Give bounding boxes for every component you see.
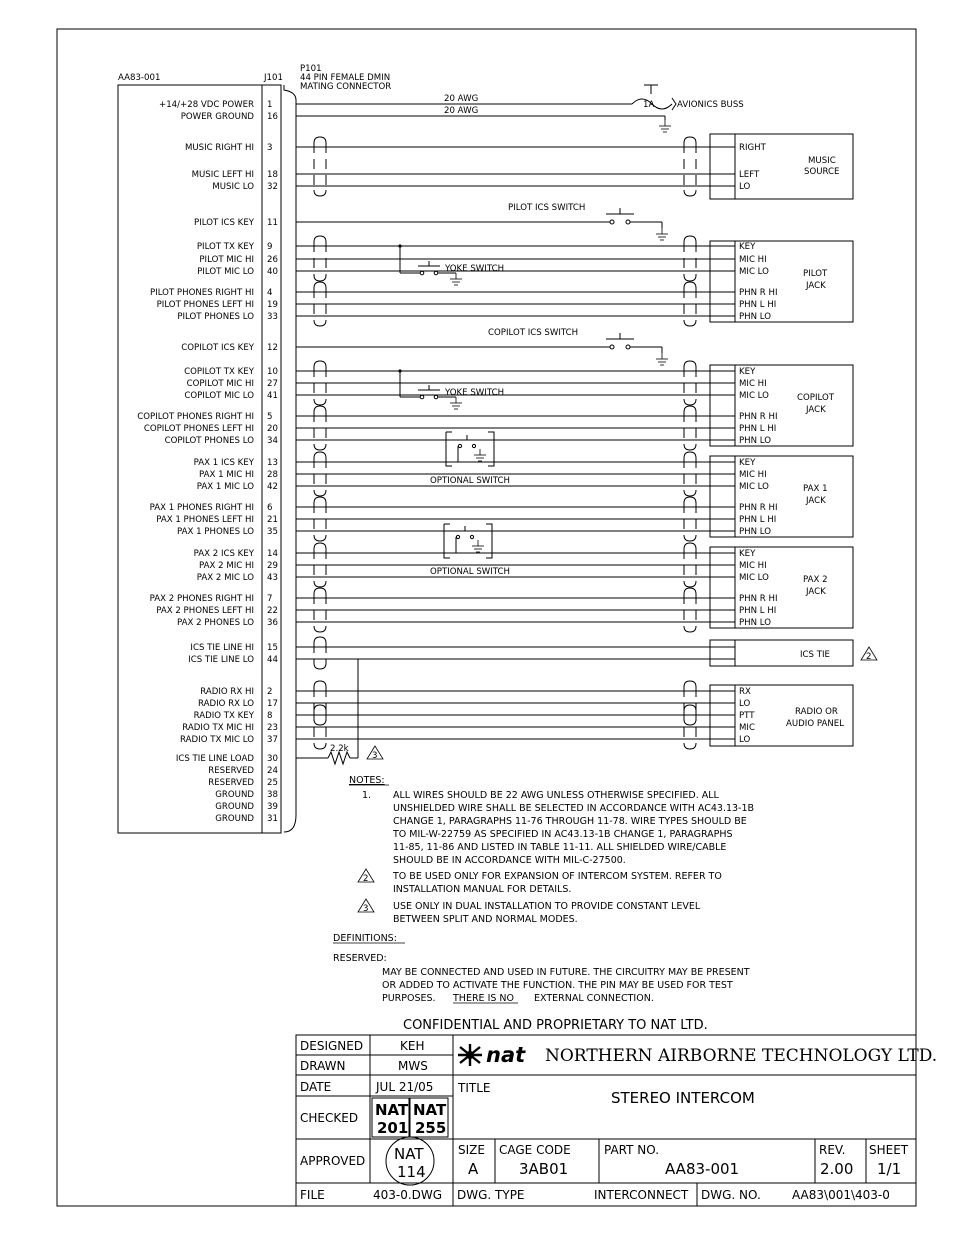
pin-rows (137, 100, 278, 824)
svg-text:PILOT ICS SWITCH: PILOT ICS SWITCH (508, 203, 586, 213)
avionics-fuse (444, 85, 744, 132)
pin-label: PAX 1 PHONES RIGHT HI (149, 503, 254, 513)
pin-label: PILOT TX KEY (196, 242, 254, 252)
pin-number: 32 (267, 182, 278, 192)
svg-text:MAY BE CONNECTED AND USED IN F: MAY BE CONNECTED AND USED IN FUTURE. THE CIRCUITRY MAY BE PRESENT (382, 967, 750, 978)
pin-label: ICS TIE LINE HI (190, 643, 254, 653)
svg-text:DATE: DATE (300, 1080, 332, 1094)
pin-number: 30 (267, 754, 278, 764)
svg-text:255: 255 (415, 1119, 447, 1137)
pin-number: 41 (267, 391, 278, 401)
svg-text:OPTIONAL SWITCH: OPTIONAL SWITCH (430, 567, 511, 577)
pin-number: 6 (267, 503, 273, 513)
svg-text:DRAWN: DRAWN (300, 1059, 346, 1073)
svg-text:PHN LO: PHN LO (739, 618, 772, 628)
pin-label: MUSIC RIGHT HI (184, 143, 254, 153)
svg-text:PART NO.: PART NO. (604, 1143, 660, 1157)
svg-text:KEY: KEY (739, 367, 756, 377)
svg-text:MIC LO: MIC LO (739, 391, 769, 401)
pin-label: GROUND (215, 790, 254, 800)
pin-number: 7 (267, 594, 273, 604)
svg-text:APPROVED: APPROVED (300, 1154, 366, 1168)
pin-number: 28 (267, 470, 278, 480)
svg-text:INTERCONNECT: INTERCONNECT (594, 1188, 689, 1202)
pin-label: PAX 2 PHONES RIGHT HI (149, 594, 254, 604)
company-name: NORTHERN AIRBORNE TECHNOLOGY LTD. (545, 1046, 938, 1066)
pin-number: 38 (267, 790, 278, 800)
svg-text:KEY: KEY (739, 549, 756, 559)
svg-text:PHN LO: PHN LO (739, 436, 772, 446)
svg-text:USE ONLY IN DUAL INSTALLATION: USE ONLY IN DUAL INSTALLATION TO PROVIDE CONSTANT LEVEL (393, 901, 701, 912)
svg-text:CAGE CODE: CAGE CODE (499, 1143, 571, 1157)
pin-label: PAX 1 PHONES LO (176, 527, 254, 537)
shield-oval (314, 637, 326, 669)
svg-text:PHN L HI: PHN L HI (739, 515, 777, 525)
svg-text:20 AWG: 20 AWG (444, 94, 479, 104)
pin-number: 35 (267, 527, 278, 537)
svg-text:A: A (468, 1160, 479, 1178)
shield-groups (314, 236, 696, 749)
svg-text:RESERVED:: RESERVED: (333, 953, 387, 964)
svg-text:2.00: 2.00 (820, 1160, 854, 1178)
pin-label: GROUND (215, 802, 254, 812)
svg-text:RIGHT: RIGHT (739, 143, 766, 153)
title-block (296, 1035, 937, 1206)
svg-text:PHN LO: PHN LO (739, 527, 772, 537)
svg-text:RADIO OR: RADIO OR (795, 707, 838, 717)
svg-text:SHEET: SHEET (869, 1143, 909, 1157)
pin-label: COPILOT ICS KEY (181, 343, 254, 353)
svg-text:PHN L HI: PHN L HI (739, 606, 777, 616)
svg-text:JACK: JACK (806, 587, 826, 597)
pin-number: 14 (267, 549, 278, 559)
svg-text:KEY: KEY (739, 458, 756, 468)
svg-text:CHECKED: CHECKED (300, 1111, 359, 1125)
svg-text:3: 3 (372, 751, 378, 761)
pilot-yoke-switch (398, 244, 504, 285)
pin-label: PAX 1 PHONES LEFT HI (156, 515, 254, 525)
pin-number: 17 (267, 699, 278, 709)
svg-text:MIC LO: MIC LO (739, 573, 769, 583)
svg-text:LO: LO (739, 699, 751, 709)
connector-ref: J101 (264, 73, 283, 83)
svg-text:JACK: JACK (806, 281, 826, 291)
pin-label: PAX 2 PHONES LEFT HI (156, 606, 254, 616)
pin-number: 29 (267, 561, 278, 571)
svg-text:NOTES:: NOTES: (349, 775, 385, 786)
svg-text:DWG. NO.: DWG. NO. (701, 1188, 761, 1202)
svg-text:OR ADDED TO ACTIVATE THE FUNCT: OR ADDED TO ACTIVATE THE FUNCTION. THE PIN MAY BE USED FOR TEST (382, 980, 733, 991)
svg-text:TO MIL-W-22759 AS SPECIFIED IN: TO MIL-W-22759 AS SPECIFIED IN AC43.13-1B CHANGE 1, PARAGRAPHS (393, 829, 733, 840)
approved-stamp: NAT (394, 1145, 424, 1163)
pin-label: COPILOT PHONES RIGHT HI (137, 412, 254, 422)
pin-number: 5 (267, 412, 273, 422)
copilot-jack-box (710, 365, 853, 446)
pin-label: PILOT PHONES RIGHT HI (149, 288, 254, 298)
notes (333, 775, 754, 1004)
svg-text:COPILOT: COPILOT (797, 393, 834, 403)
pin-number: 1 (267, 100, 273, 110)
pin-number: 42 (267, 482, 278, 492)
svg-text:1.: 1. (362, 790, 372, 801)
pin-label: COPILOT MIC LO (184, 391, 254, 401)
svg-text:BETWEEN SPLIT AND NORMAL MODES: BETWEEN SPLIT AND NORMAL MODES. (393, 914, 578, 925)
pin-number: 15 (267, 643, 278, 653)
pin-label: PILOT ICS KEY (194, 218, 254, 228)
svg-text:ICS TIE: ICS TIE (800, 650, 830, 660)
pilot-jack-box (710, 241, 853, 322)
pin-label: PILOT MIC LO (197, 267, 254, 277)
svg-text:1/1: 1/1 (877, 1160, 902, 1178)
svg-text:MIC LO: MIC LO (739, 482, 769, 492)
svg-text:MIC HI: MIC HI (739, 379, 767, 389)
pin-label: RADIO TX KEY (193, 711, 254, 721)
pin-label: RESERVED (208, 778, 254, 788)
pin-label: RADIO TX MIC LO (180, 735, 254, 745)
pin-number: 8 (267, 711, 273, 721)
svg-text:3: 3 (363, 904, 369, 914)
pin-number: 33 (267, 312, 278, 322)
ics-tie-box (710, 640, 853, 666)
pin-number: 44 (267, 655, 278, 665)
mate-ref: P101 (300, 64, 322, 74)
pin-number: 3 (267, 143, 273, 153)
svg-text:PHN R HI: PHN R HI (739, 594, 778, 604)
svg-text:11-85, 11-86 AND LISTED IN TAB: 11-85, 11-86 AND LISTED IN TABLE 11-11. ALL SHIELDED WIRE/CABLE (393, 842, 727, 853)
part-number: AA83-001 (665, 1160, 740, 1178)
pin-label: COPILOT MIC HI (186, 379, 254, 389)
pin-number: 21 (267, 515, 278, 525)
pin-label: GROUND (215, 814, 254, 824)
cable-shields (314, 137, 696, 196)
svg-text:ALL WIRES SHOULD BE 22 AWG UNL: ALL WIRES SHOULD BE 22 AWG UNLESS OTHERWISE SPECIFIED. ALL (393, 790, 719, 801)
svg-text:MIC LO: MIC LO (739, 267, 769, 277)
pax2-jack-box (710, 547, 853, 628)
pin-number: 24 (267, 766, 278, 776)
svg-text:REV.: REV. (819, 1143, 846, 1157)
pin-number: 20 (267, 424, 278, 434)
svg-text:1A: 1A (643, 100, 655, 110)
svg-text:DEFINITIONS:: DEFINITIONS: (333, 933, 397, 944)
svg-text:PHN L HI: PHN L HI (739, 424, 777, 434)
svg-text:MWS: MWS (398, 1059, 428, 1073)
svg-text:nat: nat (486, 1043, 526, 1067)
pin-number: 2 (267, 687, 273, 697)
pin-label: PILOT MIC HI (199, 255, 254, 265)
pin-number: 39 (267, 802, 278, 812)
drawing-title: STEREO INTERCOM (611, 1089, 755, 1107)
pin-label: PILOT PHONES LEFT HI (156, 300, 254, 310)
svg-text:LO: LO (739, 735, 751, 745)
pin-label: +14/+28 VDC POWER (159, 100, 254, 110)
pin-label: RADIO RX LO (198, 699, 254, 709)
mate-desc-1: 44 PIN FEMALE DMIN (300, 73, 391, 83)
svg-text:DESIGNED: DESIGNED (300, 1039, 364, 1053)
pin-number: 18 (267, 170, 278, 180)
svg-text:YOKE SWITCH: YOKE SWITCH (445, 388, 505, 398)
pin-number: 43 (267, 573, 278, 583)
note-3-marker (367, 746, 383, 761)
svg-text:3AB01: 3AB01 (519, 1160, 569, 1178)
svg-text:MIC HI: MIC HI (739, 470, 767, 480)
nat-logo-icon (458, 1043, 526, 1067)
svg-text:LO: LO (739, 182, 751, 192)
svg-text:SHOULD BE IN ACCORDANCE WITH M: SHOULD BE IN ACCORDANCE WITH MIL-C-27500. (393, 855, 626, 866)
pin-number: 27 (267, 379, 278, 389)
pin-number: 37 (267, 735, 278, 745)
svg-text:403-0.DWG: 403-0.DWG (373, 1188, 443, 1202)
svg-text:SIZE: SIZE (458, 1143, 485, 1157)
svg-text:TO BE USED ONLY FOR EXPANSION: TO BE USED ONLY FOR EXPANSION OF INTERCOM SYSTEM. REFER TO (393, 871, 722, 882)
pin-label: PAX 1 MIC LO (196, 482, 254, 492)
svg-text:DWG. TYPE: DWG. TYPE (457, 1188, 525, 1202)
svg-text:PTT: PTT (739, 711, 755, 721)
pin-label: MUSIC LO (212, 182, 254, 192)
svg-text:FILE: FILE (300, 1188, 325, 1202)
pin-number: 23 (267, 723, 278, 733)
pin-number: 16 (267, 112, 278, 122)
svg-text:PAX 1: PAX 1 (803, 484, 828, 494)
svg-text:OPTIONAL SWITCH: OPTIONAL SWITCH (430, 476, 511, 486)
pin-number: 40 (267, 267, 278, 277)
svg-text:KEY: KEY (739, 242, 756, 252)
pin-number: 25 (267, 778, 278, 788)
pin-label: COPILOT PHONES LEFT HI (143, 424, 254, 434)
pin-label: PAX 2 PHONES LO (176, 618, 254, 628)
svg-text:PHN R HI: PHN R HI (739, 412, 778, 422)
svg-text:EXTERNAL CONNECTION.: EXTERNAL CONNECTION. (534, 993, 654, 1004)
svg-text:PURPOSES.: PURPOSES. (382, 993, 436, 1004)
pin-number: 19 (267, 300, 278, 310)
note-2-marker (861, 647, 877, 662)
svg-text:MIC: MIC (739, 723, 755, 733)
pin-number: 9 (267, 242, 273, 252)
pin-number: 36 (267, 618, 278, 628)
pin-label: PAX 2 ICS KEY (193, 549, 254, 559)
svg-text:2: 2 (866, 652, 872, 662)
pin-label: ICS TIE LINE LO (188, 655, 254, 665)
svg-text:201: 201 (377, 1119, 409, 1137)
copilot-yoke-switch (398, 369, 504, 409)
checked-stamp-1: NAT (375, 1101, 409, 1119)
pin-label: PAX 1 MIC HI (198, 470, 254, 480)
pin-label: RADIO TX MIC HI (182, 723, 254, 733)
svg-text:MIC HI: MIC HI (739, 561, 767, 571)
pin-label: PILOT PHONES LO (177, 312, 254, 322)
svg-text:JACK: JACK (806, 496, 826, 506)
svg-text:PHN L HI: PHN L HI (739, 300, 777, 310)
mating-connector-outline (284, 85, 296, 832)
svg-text:PHN R HI: PHN R HI (739, 503, 778, 513)
pin-number: 31 (267, 814, 278, 824)
svg-text:COPILOT ICS SWITCH: COPILOT ICS SWITCH (488, 328, 579, 338)
mate-desc-2: MATING CONNECTOR (300, 82, 392, 92)
svg-text:PHN R HI: PHN R HI (739, 288, 778, 298)
pin-label: POWER GROUND (180, 112, 254, 122)
unit-label: AA83-001 (118, 73, 161, 83)
pin-number: 13 (267, 458, 278, 468)
pin-label: PAX 2 MIC HI (198, 561, 254, 571)
music-source-box (710, 134, 853, 199)
confidential-banner: CONFIDENTIAL AND PROPRIETARY TO NAT LTD. (403, 1018, 708, 1033)
svg-text:CHANGE 1, PARAGRAPHS 11-76 THR: CHANGE 1, PARAGRAPHS 11-76 THROUGH 11-78. WIRE TYPES SHOULD BE (393, 816, 747, 827)
svg-text:AA83\001\403-0: AA83\001\403-0 (792, 1188, 890, 1202)
pin-label: PAX 2 MIC LO (196, 573, 254, 583)
svg-text:LEFT: LEFT (739, 170, 760, 180)
svg-text:THERE IS NO: THERE IS NO (453, 993, 515, 1004)
pin-number: 22 (267, 606, 278, 616)
pin-label: COPILOT PHONES LO (164, 436, 254, 446)
svg-text:INSTALLATION MANUAL FOR DETAIL: INSTALLATION MANUAL FOR DETAILS. (393, 884, 572, 895)
pin-number: 26 (267, 255, 278, 265)
svg-text:PILOT: PILOT (803, 269, 828, 279)
svg-text:PHN LO: PHN LO (739, 312, 772, 322)
svg-text:UNSHIELDED WIRE SHALL BE SELEC: UNSHIELDED WIRE SHALL BE SELECTED IN ACCORDANCE WITH AC43.13-1B (393, 803, 755, 814)
svg-text:KEH: KEH (400, 1039, 425, 1053)
svg-text:114: 114 (397, 1163, 426, 1181)
checked-stamp-2: NAT (413, 1101, 447, 1119)
pin-label: MUSIC LEFT HI (191, 170, 254, 180)
pin-label: PAX 1 ICS KEY (193, 458, 254, 468)
pin-label: COPILOT TX KEY (184, 367, 254, 377)
pax1-jack-box (710, 456, 853, 537)
svg-text:YOKE SWITCH: YOKE SWITCH (445, 264, 505, 274)
svg-text:AVIONICS BUSS: AVIONICS BUSS (677, 100, 744, 110)
svg-text:MIC HI: MIC HI (739, 255, 767, 265)
pin-number: 12 (267, 343, 278, 353)
pin-number: 34 (267, 436, 278, 446)
svg-text:AUDIO PANEL: AUDIO PANEL (786, 719, 844, 729)
svg-text:MUSIC: MUSIC (808, 156, 836, 166)
pin-number: 10 (267, 367, 278, 377)
pin-number: 4 (267, 288, 273, 298)
svg-text:PAX 2: PAX 2 (803, 575, 828, 585)
resistor-value: 2.2k (330, 744, 349, 754)
svg-text:TITLE: TITLE (458, 1081, 491, 1095)
svg-text:SOURCE: SOURCE (804, 167, 840, 177)
pax2-optional-switch (430, 524, 510, 577)
pin-number: 11 (267, 218, 278, 228)
svg-text:20 AWG: 20 AWG (444, 106, 479, 116)
pin-label: RESERVED (208, 766, 254, 776)
svg-text:JUL 21/05: JUL 21/05 (376, 1080, 434, 1094)
pin-label: RADIO RX HI (200, 687, 254, 697)
svg-text:JACK: JACK (806, 405, 826, 415)
svg-text:RX: RX (739, 687, 751, 697)
pin-label: ICS TIE LINE LOAD (175, 754, 254, 764)
svg-text:2: 2 (363, 874, 369, 884)
